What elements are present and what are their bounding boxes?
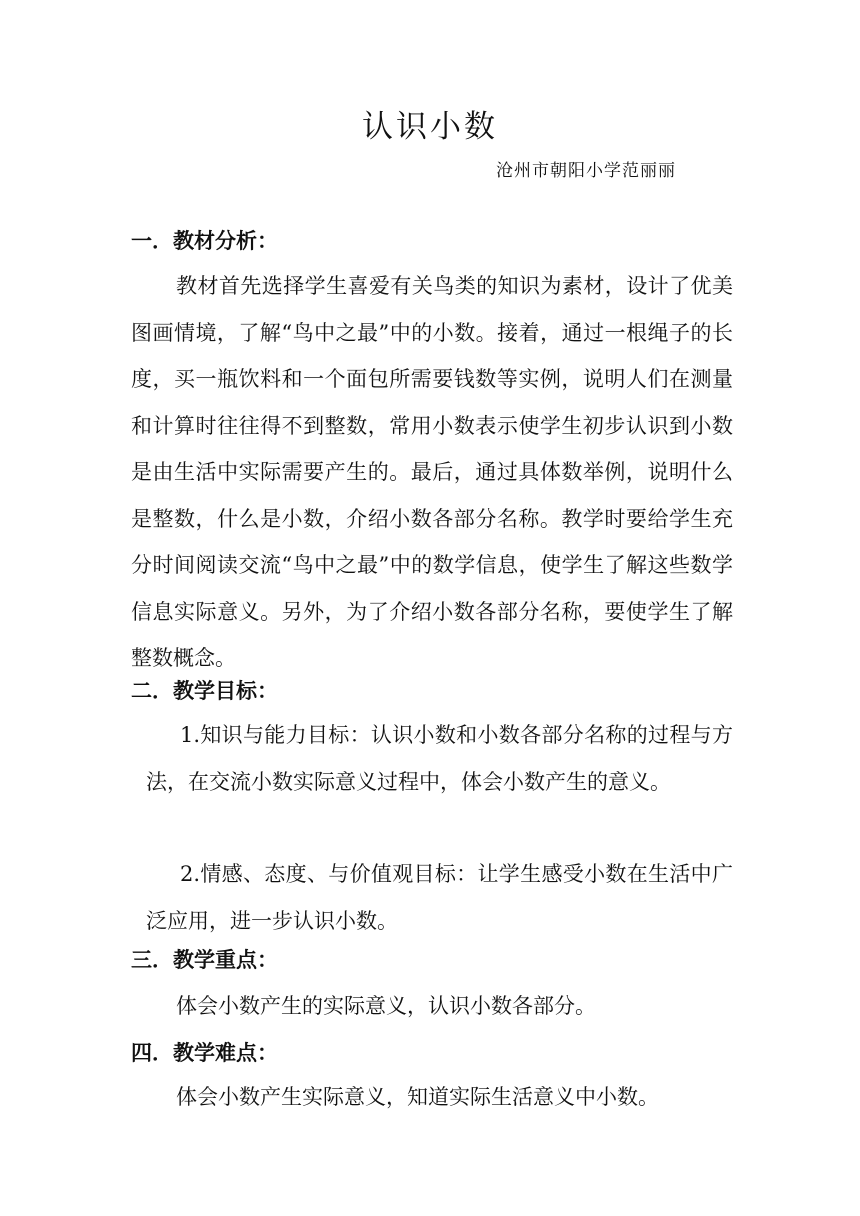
section-heading-difficulty: 四．教学难点： bbox=[131, 1041, 278, 1065]
document-author: 沧州市朝阳小学范丽丽 bbox=[496, 161, 676, 181]
document-title: 认识小数 bbox=[362, 109, 498, 145]
section-heading-goals: 二．教学目标： bbox=[131, 679, 278, 703]
goal-item-1: 1.知识与能力目标：认识小数和小数各部分名称的过程与方法，在交流小数实际意义过程中，体会小数产生的意义。 bbox=[146, 723, 733, 794]
section-body-analysis: 教材首先选择学生喜爱有关鸟类的知识为素材，设计了优美图画情境，了解“鸟中之最”中的小数。接着，通过一根绳子的长度，买一瓶饮料和一个面包所需要钱数等实例，说明人们在测量和计算时往往得不到整数，常用小数表示使学生初步认识到小数是由生活中实际需要产生的。最后，通过具体数举例，说明什么是整数，什么是小数，介绍小数各部分名称。教学时要给学生充分时间阅读交流“鸟中之最”中的数学信息，使学生了解这些数学信息实际意义。另外，为了介绍小数各部分名称，要使学生了解整数概念。 bbox=[131, 274, 733, 670]
section-body-key-point: 体会小数产生的实际意义，认识小数各部分。 bbox=[176, 994, 596, 1018]
section-heading-analysis: 一．教材分析： bbox=[131, 229, 278, 253]
goal-item-2: 2.情感、态度、与价值观目标：让学生感受小数在生活中广泛应用，进一步认识小数。 bbox=[146, 862, 733, 933]
section-heading-key-point: 三．教学重点： bbox=[131, 948, 278, 972]
section-body-difficulty: 体会小数产生实际意义，知道实际生活意义中小数。 bbox=[176, 1085, 659, 1109]
